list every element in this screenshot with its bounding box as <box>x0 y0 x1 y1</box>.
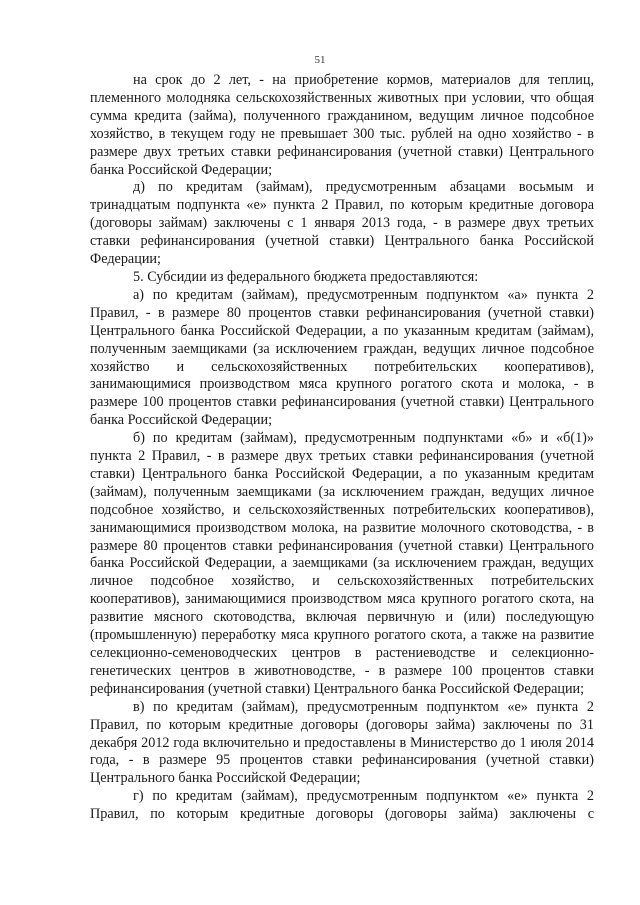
paragraph-continuation: на срок до 2 лет, - на приобретение кормов, материалов для теплиц, племенного молодняка сельскохозяйственных животных при условии, что общая сумма кредита (займа), полученного гражданином, ведущим личное подсобное хозяйство, в текущем году не превышает 300 тыс. рублей на одно хозяйство - в размере двух третьих ставки рефинансирования (учетной ставки) Центрального банка Российской Федерации; <box>90 72 594 178</box>
paragraph-5a: а) по кредитам (займам), предусмотренным подпунктом «а» пункта 2 Правил, - в размере 80 процентов ставки рефинансирования (учетной ставки) Центрального банка Российской Федерации, а по указанным кредитам (займам), полученным заемщиками (за исключением граждан, ведущих личное подсобное хозяйство и сельскохозяйственных потребительских кооперативов), занимающимися производством мяса крупного рогатого скота и молока, - в размере 100 процентов ставки рефинансирования (учетной ставки) Центрального банка Российской Федерации; <box>90 286 594 429</box>
paragraph-5b: б) по кредитам (займам), предусмотренным подпунктами «б» и «б(1)» пункта 2 Правил, - в размере двух третьих ставки рефинансирования (учетной ставки) Центрального банка Российской Федерации, а по указанным кредитам (займам), полученным заемщиками (за исключением граждан, ведущих личное подсобное хозяйство, и сельскохозяйственных потребительских кооперативов), занимающимися производством молока, на развитие молочного скотоводства, - в размере 80 процентов ставки рефинансирования (учетной ставки) Центрального банка Российской Федерации, а заемщиками (за исключением граждан, ведущих личное подсобное хозяйство, и сельскохозяйственных потребительских кооперативов), занимающимися производством мяса крупного рогатого скота, на развитие мясного скотоводства, включая первичную и (или) последующую (промышленную) переработку мяса крупного рогатого скота, а также на развитие селекционно-семеноводческих центров в растениеводстве и селекционно-генетических центров в животноводстве, - в размере 100 процентов ставки рефинансирования (учетной ставки) Центрального банка Российской Федерации; <box>90 430 594 697</box>
paragraph-d: д) по кредитам (займам), предусмотренным абзацами восьмым и тринадцатым подпункта «е» пункта 2 Правил, по которым кредитные договора (договоры займам) заключены с 1 января 2013 года, - в размере двух третьих ставки рефинансирования (учетной ставки) Центрального банка Российской Федерации; <box>90 179 594 268</box>
document-body <box>90 72 594 824</box>
paragraph-5g: г) по кредитам (займам), предусмотренным подпунктом «е» пункта 2 Правил, по которым кредитные договоры (договоры займа) заключены с <box>90 788 594 823</box>
paragraph-5v: в) по кредитам (займам), предусмотренным подпунктом «е» пункта 2 Правил, по которым кредитные договоры (договоры займа) заключены по 31 декабря 2012 года включительно и предоставлены в Министерство до 1 июля 2014 года, - в размере 95 процентов ставки рефинансирования (учетной ставки) Центрального банка Российской Федерации; <box>90 698 594 787</box>
paragraph-5: 5. Субсидии из федерального бюджета предоставляются: <box>133 268 479 285</box>
page-number: 51 <box>314 54 326 66</box>
